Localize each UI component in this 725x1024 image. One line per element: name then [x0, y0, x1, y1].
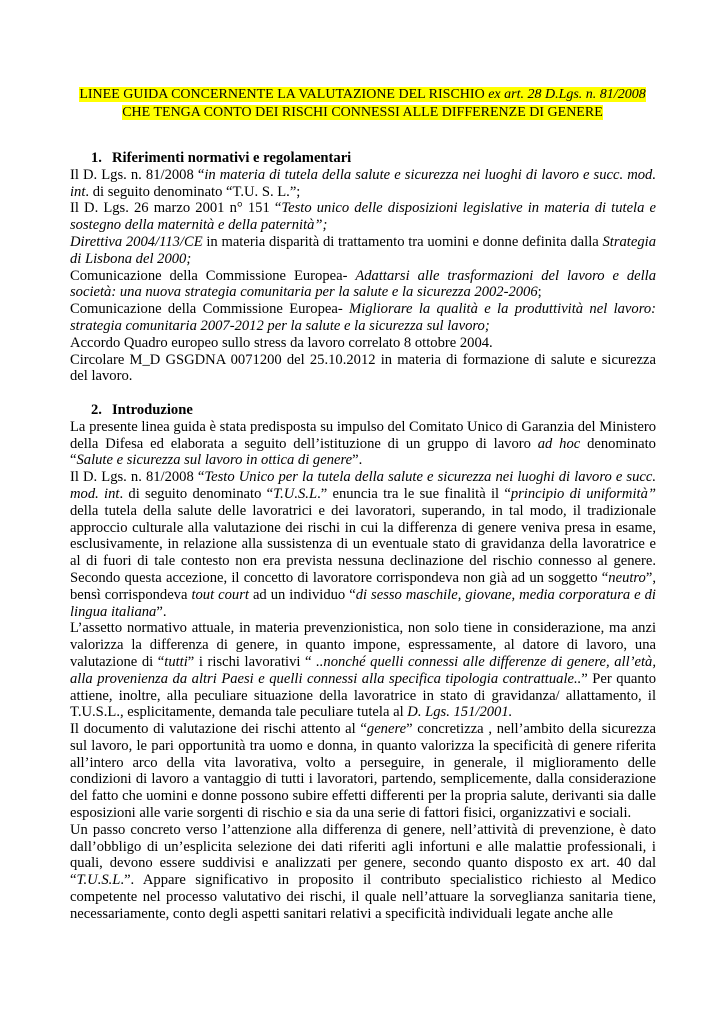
document-title	[70, 86, 655, 122]
document-body	[70, 150, 656, 923]
reference-item: Accordo Quadro europeo sullo stress da lavoro correlato 8 ottobre 2004.	[70, 334, 493, 351]
reference-item: Circolare M_D GSGDNA 0071200 del 25.10.2012 in materia di formazione di salute e sicurezza del lavoro.	[70, 351, 656, 385]
intro-paragraph-5: Un passo concreto verso l’attenzione alla differenza di genere, nell’attività di prevenzione, è dato dall’obbligo di un’esplicita selezione dei dati riferiti agli infortuni e alle malattie professionali, i quali, devono essere suddivisi e analizzati per genere, secondo quanto disposto ex art. 40 dal “T.U.S.L.”. Appare significativo in proposito il contributo specialistico richiesto al Medico competente nel processo valutativo dei rischi, il quale nell’attuare la sorveglianza sanitaria tiene, necessariamente, conto degli aspetti sanitari relativi a specificità individuali legate anche alle	[70, 821, 656, 922]
intro-paragraph-2: Il D. Lgs. n. 81/2008 “Testo Unico per la tutela della salute e sicurezza nei luoghi di lavoro e succ. mod. int. di seguito denominato “T.U.S.L.” enuncia tra le sue finalità il “principio di uniformità” della tutela della salute delle lavoratrici e dei lavoratori, superando, in tal modo, il tradizionale approccio culturale alla valutazione dei rischi in cui la differenza di genere veniva presa in esame, esclusivamente, in relazione alla sussistenza di un eventuale stato di gravidanza della lavoratrice e al di fuori di tale contesto non era prevista nessuna declinazione del rischio connesso al genere. Secondo questa accezione, il concetto di lavoratore corrispondeva non già ad un soggetto “neutro”, bensì corrispondeva tout court ad un individuo “di sesso maschile, giovane, media corporatura e di lingua italiana”.	[70, 469, 656, 620]
intro-paragraph-4: Il documento di valutazione dei rischi attento al “genere” concretizza , nell’ambito della sicurezza sul lavoro, le pari opportunità tra uomo e donna, in quanto valorizza la specificità di genere riferita all’intero arco della vita lavorativa, volto a perseguire, in generale, il miglioramento delle condizioni di lavoro a vantaggio di tutti i lavoratori, partendo, semplicemente, dalla considerazione del fatto che uomini e donne possono subire effetti differenti per la propria salute, derivanti sia dalle esposizioni alle varie sorgenti di rischio e sia da una serie di fattori fisici, organizzativi e sociali.	[70, 721, 656, 822]
reference-item: Il D. Lgs. 26 marzo 2001 n° 151 “Testo unico delle disposizioni legislative in materia di tutela e sostegno della maternità e della paternità”;	[70, 200, 657, 234]
section-1-heading: 1. Riferimenti normativi e regolamentari	[91, 150, 352, 166]
reference-item: Direttiva 2004/113/CE in materia disparità di trattamento tra uomini e donne definita dalla Strategia di Lisbona del 2000;	[70, 233, 656, 267]
intro-paragraph-1: La presente linea guida è stata predisposta su impulso del Comitato Unico di Garanzia del Ministero della Difesa ed elaborata a seguito dell’istituzione di un gruppo di lavoro ad hoc denominato “Salute e sicurezza sul lavoro in ottica di genere”.	[70, 418, 656, 469]
reference-item: Comunicazione della Commissione Europea- Adattarsi alle trasformazioni del lavoro e della società: una nuova strategia comunitaria per la salute e la sicurezza 2002-2006;	[70, 267, 657, 301]
title-line-1: LINEE GUIDA CONCERNENTE LA VALUTAZIONE DEL RISCHIO ex art. 28 D.Lgs. n. 81/2008	[79, 87, 646, 102]
reference-item: Il D. Lgs. n. 81/2008 “in materia di tutela della salute e sicurezza nei luoghi di lavoro e succ. mod. int. di seguito denominato “T.U. S. L.”;	[70, 166, 656, 200]
section-2-heading: 2. Introduzione	[91, 401, 193, 418]
reference-item: Comunicazione della Commissione Europea- Migliorare la qualità e la produttività nel lavoro: strategia comunitaria 2007-2012 per la salute e la sicurezza sul lavoro;	[70, 301, 657, 334]
intro-paragraph-3: L’assetto normativo attuale, in materia prevenzionistica, non solo tiene in considerazione, ma anzi valorizza la differenza di genere, in quanto impone, espressamente, al datore di lavoro, una valutazione di “tutti” i rischi lavorativi “ ..nonché quelli connessi alle differenze di genere, all’età, alla provenienza da altri Paesi e quelli connessi alla specifica tipologia contrattuale..” Per quanto attiene, inoltre, alla peculiare situazione della lavoratrice in stato di gravidanza/ allattamento, il T.U.S.L., esplicitamente, demanda tale peculiare tutela al D. Lgs. 151/2001.	[70, 620, 656, 721]
title-line-2: CHE TENGA CONTO DEI RISCHI CONNESSI ALLE DIFFERENZE DI GENERE	[122, 105, 603, 120]
